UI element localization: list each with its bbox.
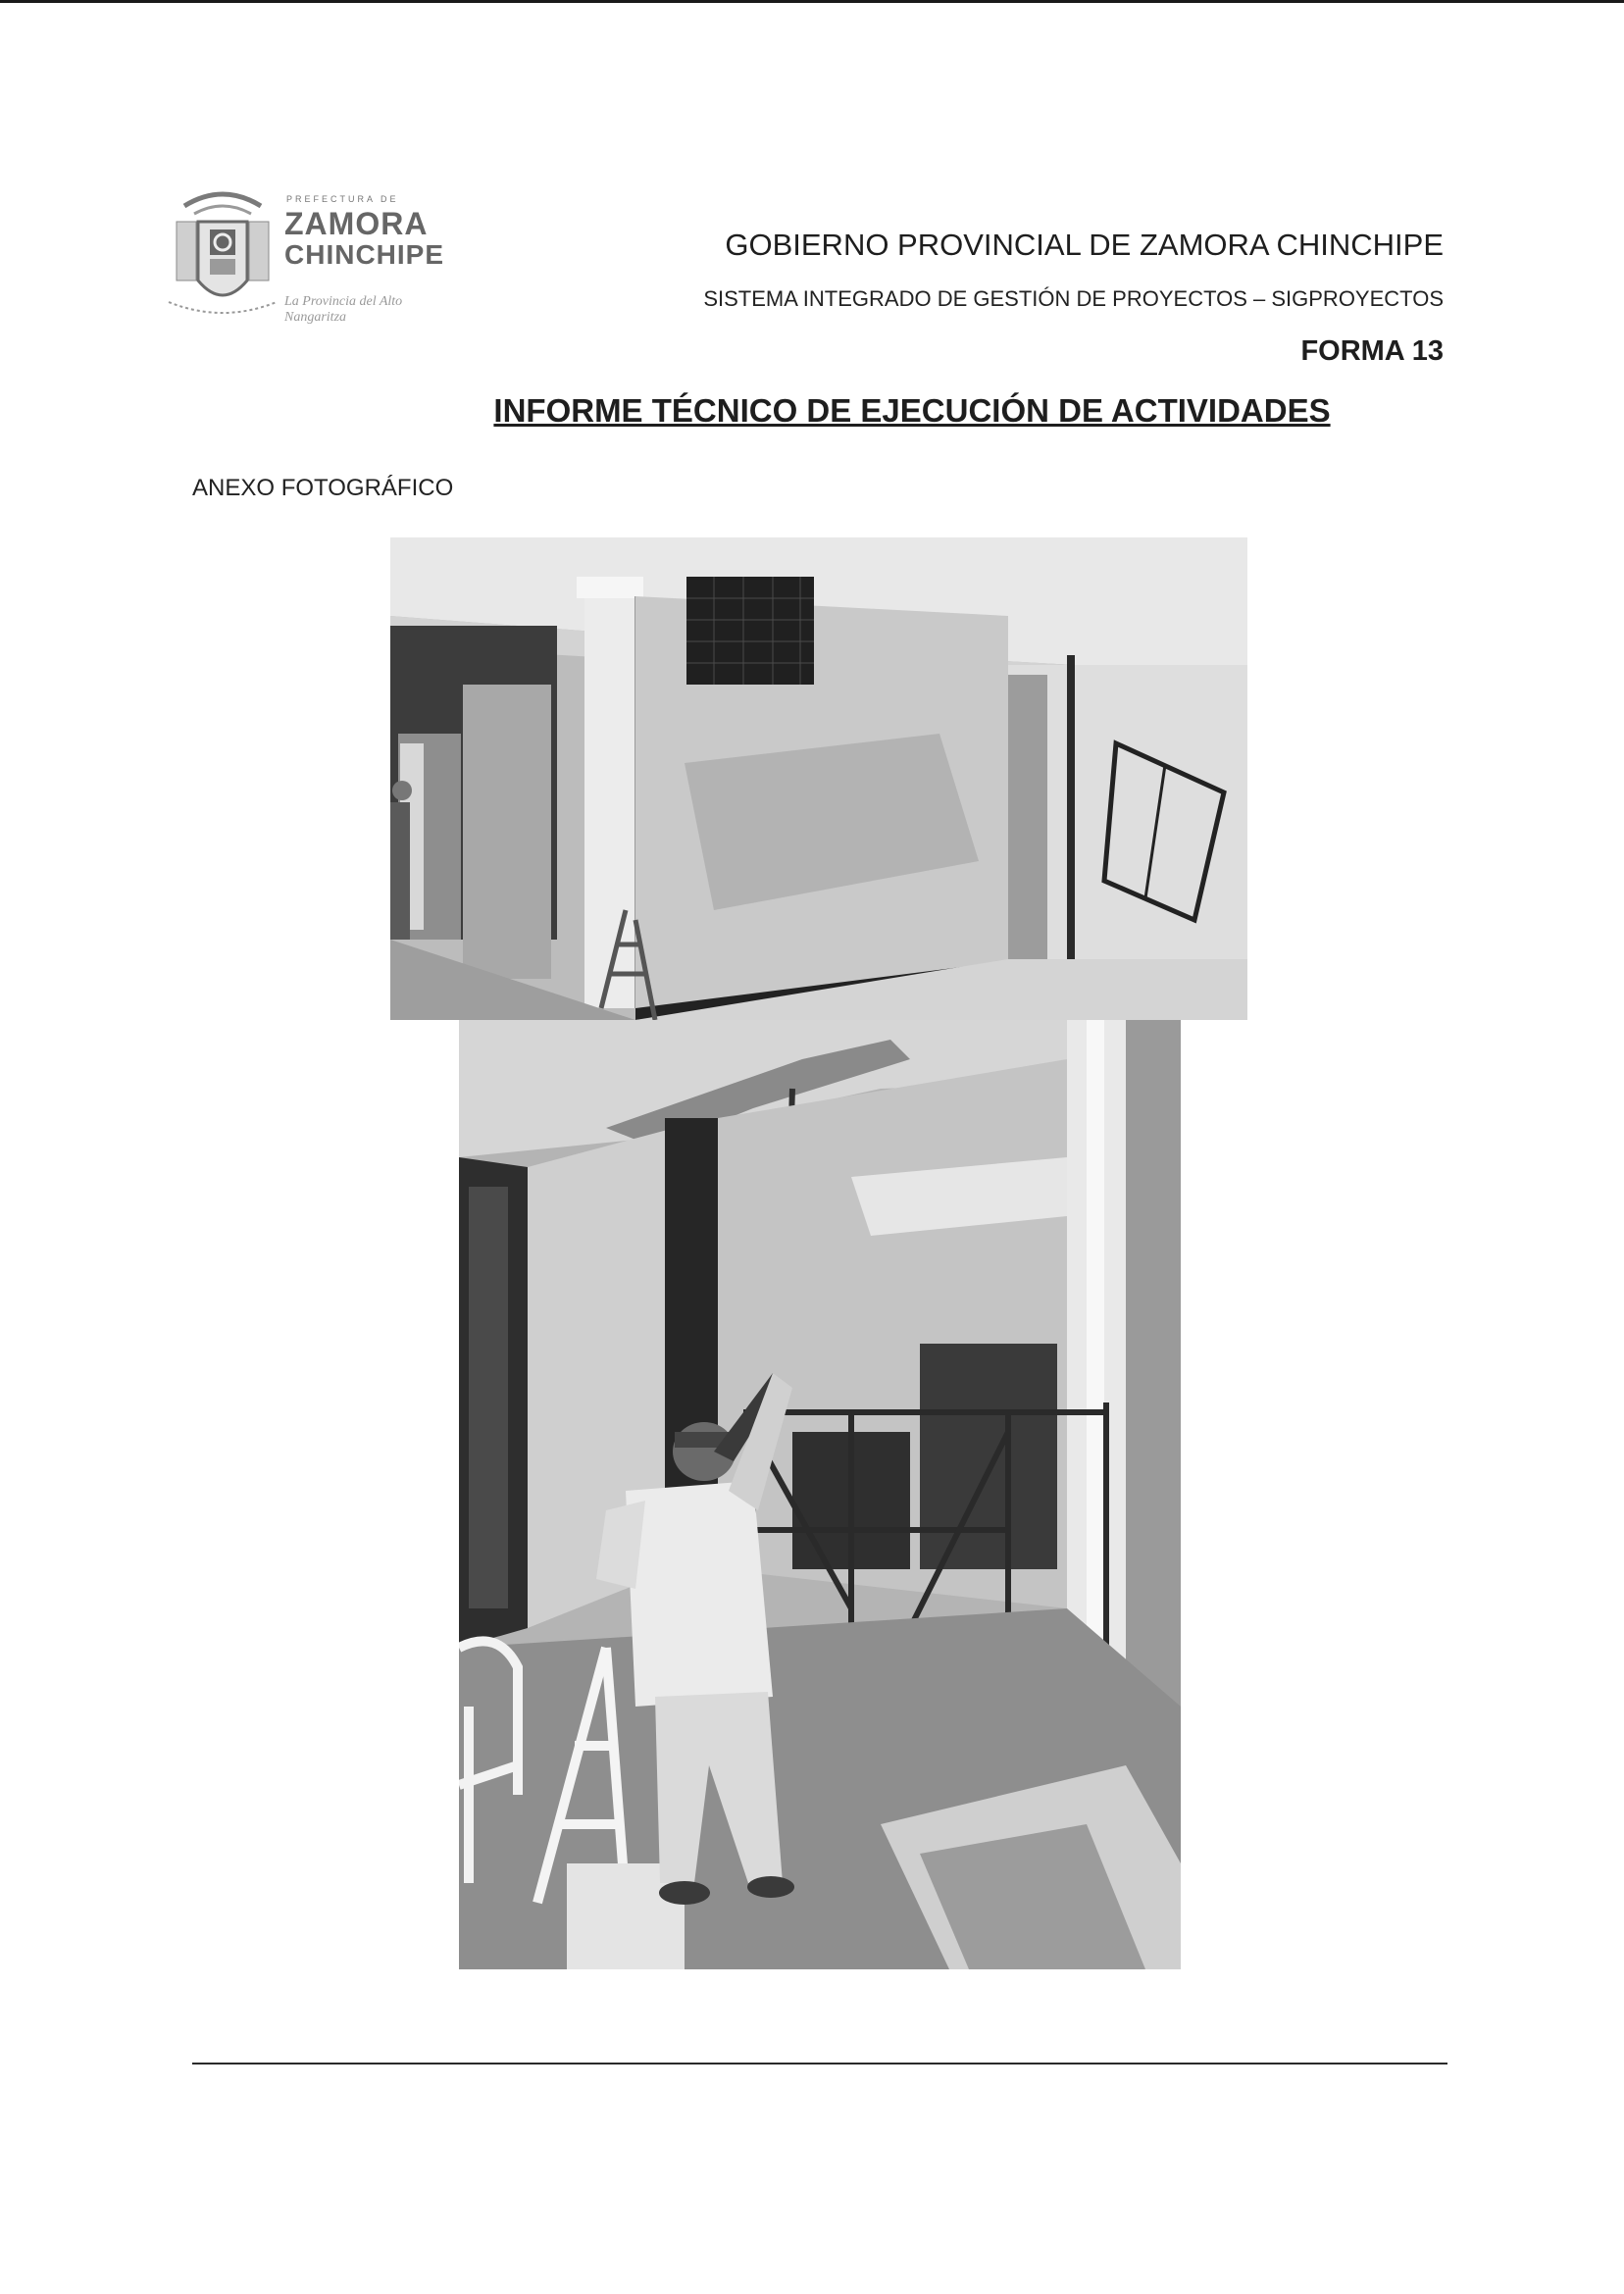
footer-divider (192, 2063, 1447, 2065)
provincial-coat-of-arms-icon (165, 186, 280, 324)
top-border-line (0, 0, 1624, 3)
photo-worker-scaffolding (459, 1020, 1181, 1969)
photo-interior-wall (390, 537, 1247, 1020)
annex-label: ANEXO FOTOGRÁFICO (192, 475, 454, 501)
provincial-logo (165, 186, 459, 324)
report-title: INFORME TÉCNICO DE EJECUCIÓN DE ACTIVIDADES (493, 392, 1331, 429)
organization-title: GOBIERNO PROVINCIAL DE ZAMORA CHINCHIPE (725, 228, 1444, 262)
logo-prefix: PREFECTURA DE (286, 194, 399, 204)
form-number: FORMA 13 (1300, 335, 1444, 367)
logo-slogan: La Provincia del Alto Nangaritza (284, 294, 403, 325)
system-name: SISTEMA INTEGRADO DE GESTIÓN DE PROYECTOS – SIGPROYECTOS (703, 286, 1444, 311)
logo-line-2: CHINCHIPE (284, 239, 445, 270)
logo-line-1: ZAMORA (284, 206, 429, 241)
